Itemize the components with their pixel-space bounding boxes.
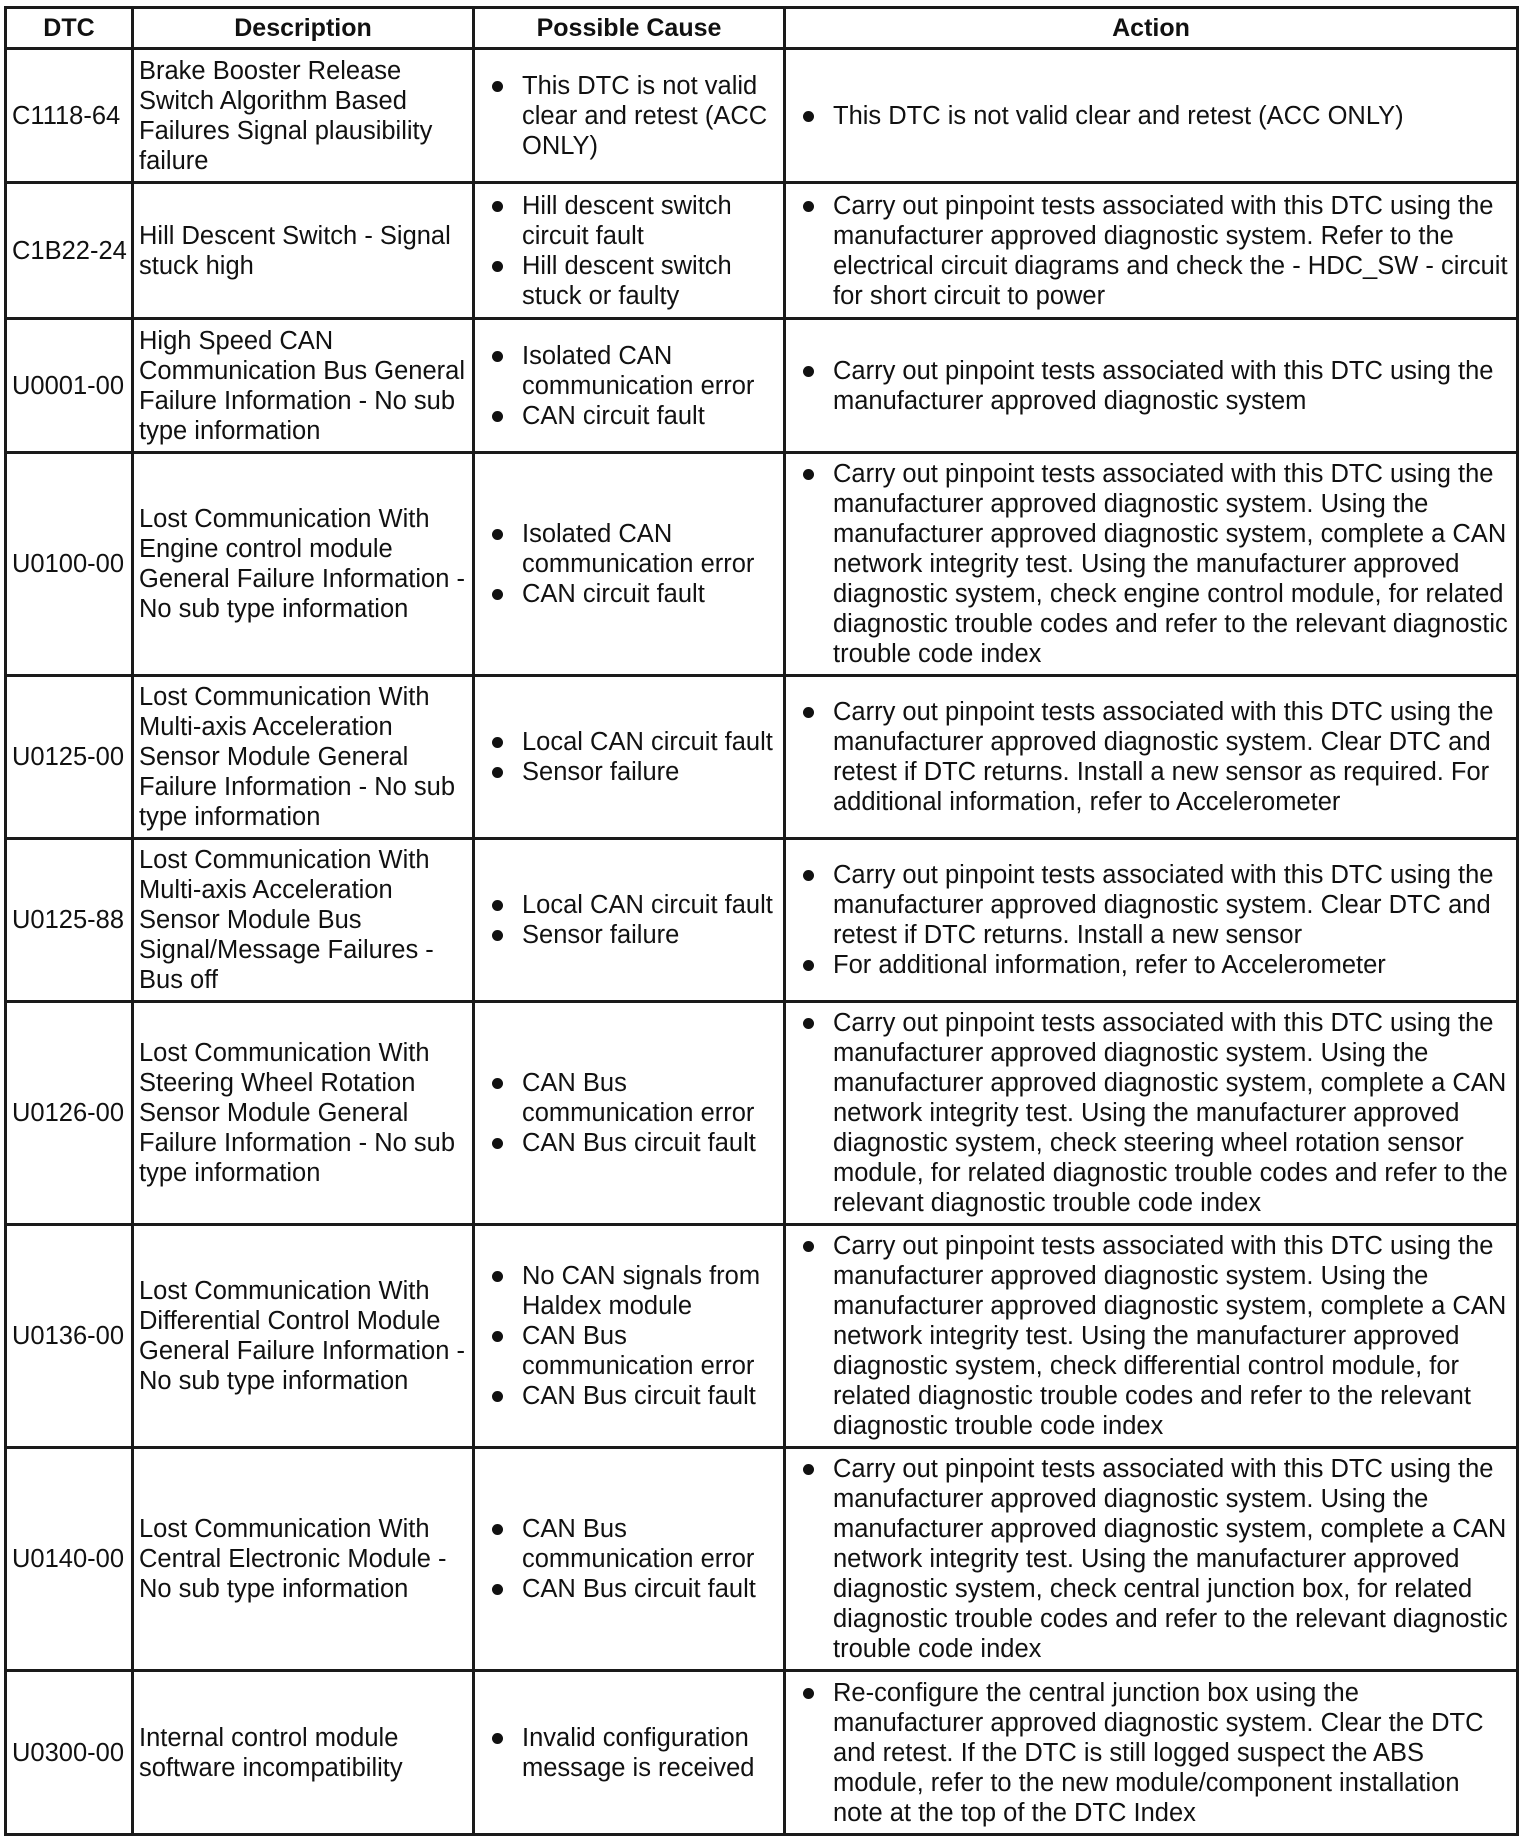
action-cell (785, 183, 1518, 319)
dtc-code: U0100-00 (6, 453, 133, 676)
dtc-code: U0125-00 (6, 676, 133, 839)
cause-item: CAN circuit fault (480, 579, 777, 609)
action-item: Carry out pinpoint tests associated with this DTC using the manufacturer approved diagnostic system. Refer to the electrical circuit diagrams and check the - HDC_SW - circuit for short circuit to power (791, 191, 1510, 311)
cause-cell (474, 1225, 785, 1448)
table-row (6, 319, 1518, 453)
cause-item: No CAN signals from Haldex module (480, 1261, 777, 1321)
dtc-code: U0140-00 (6, 1448, 133, 1671)
header-description: Description (133, 8, 474, 49)
action-cell (785, 1448, 1518, 1671)
action-item: Carry out pinpoint tests associated with this DTC using the manufacturer approved diagnostic system (791, 356, 1510, 416)
action-cell (785, 1671, 1518, 1835)
action-item: This DTC is not valid clear and retest (ACC ONLY) (791, 101, 1510, 131)
description-cell: Lost Communication With Steering Wheel Rotation Sensor Module General Failure Information - No sub type information (133, 1002, 474, 1225)
header-action: Action (785, 8, 1518, 49)
dtc-code: U0001-00 (6, 319, 133, 453)
cause-cell (474, 1671, 785, 1835)
dtc-code: U0300-00 (6, 1671, 133, 1835)
cause-cell (474, 839, 785, 1002)
cause-item: Local CAN circuit fault (480, 727, 777, 757)
description-cell: Lost Communication With Multi-axis Acceleration Sensor Module General Failure Information - No sub type information (133, 676, 474, 839)
description-cell: Lost Communication With Engine control module General Failure Information - No sub type information (133, 453, 474, 676)
cause-item: CAN Bus communication error (480, 1514, 777, 1574)
cause-cell (474, 1002, 785, 1225)
dtc-code: C1B22-24 (6, 183, 133, 319)
header-row (6, 8, 1518, 49)
action-item: Carry out pinpoint tests associated with this DTC using the manufacturer approved diagnostic system. Using the manufacturer approved diagnostic system, complete a CAN network integrity test. Using the manufacturer approved diagnostic system, check differential control module, for related diagnostic trouble codes and refer to the relevant diagnostic trouble code index (791, 1231, 1510, 1441)
dtc-code: U0126-00 (6, 1002, 133, 1225)
cause-item: Isolated CAN communication error (480, 341, 777, 401)
action-item: Carry out pinpoint tests associated with this DTC using the manufacturer approved diagnostic system. Using the manufacturer approved diagnostic system, complete a CAN network integrity test. Using the manufacturer approved diagnostic system, check engine control module, for related diagnostic trouble codes and refer to the relevant diagnostic trouble code index (791, 459, 1510, 669)
action-item: Carry out pinpoint tests associated with this DTC using the manufacturer approved diagnostic system. Clear DTC and retest if DTC returns. Install a new sensor as required. For additional information, refer to Accelerometer (791, 697, 1510, 817)
description-cell: Lost Communication With Central Electronic Module - No sub type information (133, 1448, 474, 1671)
table-row (6, 453, 1518, 676)
cause-item: CAN Bus circuit fault (480, 1574, 777, 1604)
cause-item: Isolated CAN communication error (480, 519, 777, 579)
description-cell: Lost Communication With Multi-axis Acceleration Sensor Module Bus Signal/Message Failures - Bus off (133, 839, 474, 1002)
cause-cell (474, 676, 785, 839)
cause-cell (474, 1448, 785, 1671)
dtc-table (4, 6, 1519, 1836)
action-cell (785, 1225, 1518, 1448)
action-item: For additional information, refer to Accelerometer (791, 950, 1510, 980)
cause-item: Invalid configuration message is received (480, 1723, 777, 1783)
action-item: Carry out pinpoint tests associated with this DTC using the manufacturer approved diagnostic system. Clear DTC and retest if DTC returns. Install a new sensor (791, 860, 1510, 950)
description-cell: Hill Descent Switch - Signal stuck high (133, 183, 474, 319)
table-row (6, 1671, 1518, 1835)
dtc-code: U0125-88 (6, 839, 133, 1002)
cause-item: Local CAN circuit fault (480, 890, 777, 920)
cause-item: Sensor failure (480, 920, 777, 950)
table-row (6, 1448, 1518, 1671)
cause-item: Sensor failure (480, 757, 777, 787)
cause-item: CAN Bus communication error (480, 1068, 777, 1128)
cause-cell (474, 49, 785, 183)
dtc-code: U0136-00 (6, 1225, 133, 1448)
cause-cell (474, 319, 785, 453)
cause-item: CAN Bus circuit fault (480, 1128, 777, 1158)
table-row (6, 839, 1518, 1002)
action-cell (785, 453, 1518, 676)
cause-cell (474, 183, 785, 319)
table-row (6, 183, 1518, 319)
description-cell: High Speed CAN Communication Bus General Failure Information - No sub type information (133, 319, 474, 453)
header-possible-cause: Possible Cause (474, 8, 785, 49)
cause-item: Hill descent switch circuit fault (480, 191, 777, 251)
description-cell: Lost Communication With Differential Control Module General Failure Information - No sub type information (133, 1225, 474, 1448)
cause-item: CAN Bus communication error (480, 1321, 777, 1381)
header-dtc: DTC (6, 8, 133, 49)
table-row (6, 1002, 1518, 1225)
cause-item: CAN Bus circuit fault (480, 1381, 777, 1411)
cause-item: Hill descent switch stuck or faulty (480, 251, 777, 311)
action-cell (785, 49, 1518, 183)
description-cell: Internal control module software incompatibility (133, 1671, 474, 1835)
cause-item: CAN circuit fault (480, 401, 777, 431)
table-row (6, 1225, 1518, 1448)
dtc-code: C1118-64 (6, 49, 133, 183)
action-cell (785, 1002, 1518, 1225)
action-cell (785, 676, 1518, 839)
cause-cell (474, 453, 785, 676)
action-cell (785, 319, 1518, 453)
action-cell (785, 839, 1518, 1002)
action-item: Re-configure the central junction box using the manufacturer approved diagnostic system. Clear the DTC and retest. If the DTC is still logged suspect the ABS module, refer to the new module/component installation note at the top of the DTC Index (791, 1678, 1510, 1828)
action-item: Carry out pinpoint tests associated with this DTC using the manufacturer approved diagnostic system. Using the manufacturer approved diagnostic system, complete a CAN network integrity test. Using the manufacturer approved diagnostic system, check central junction box, for related diagnostic trouble codes and refer to the relevant diagnostic trouble code index (791, 1454, 1510, 1664)
description-cell: Brake Booster Release Switch Algorithm Based Failures Signal plausibility failure (133, 49, 474, 183)
table-row (6, 49, 1518, 183)
action-item: Carry out pinpoint tests associated with this DTC using the manufacturer approved diagnostic system. Using the manufacturer approved diagnostic system, complete a CAN network integrity test. Using the manufacturer approved diagnostic system, check steering wheel rotation sensor module, for related diagnostic trouble codes and refer to the relevant diagnostic trouble code index (791, 1008, 1510, 1218)
table-row (6, 676, 1518, 839)
cause-item: This DTC is not valid clear and retest (ACC ONLY) (480, 71, 777, 161)
